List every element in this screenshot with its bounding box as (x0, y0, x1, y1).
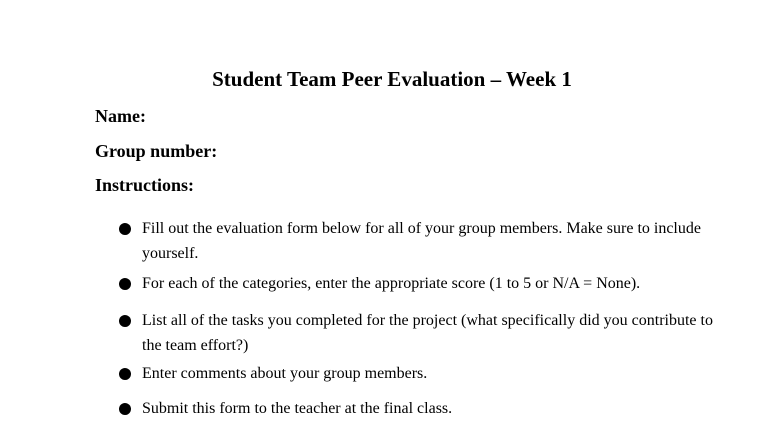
bullet-icon (119, 315, 131, 327)
bullet-icon (119, 278, 131, 290)
bullet-icon (119, 368, 131, 380)
instruction-text: Fill out the evaluation form below for all of your group members. Make sure to include yourself. (142, 220, 701, 262)
instruction-item (119, 361, 719, 386)
instruction-item (119, 396, 719, 421)
instruction-text: List all of the tasks you completed for the project (what specifically did you contribute to the team effort?) (142, 312, 713, 354)
bullet-icon (119, 223, 131, 235)
instruction-text: Submit this form to the teacher at the final class. (142, 400, 453, 417)
group-number-label: Group number: (95, 141, 218, 161)
instruction-item (119, 308, 719, 358)
instruction-text: Enter comments about your group members. (142, 365, 428, 382)
instructions-heading: Instructions: (95, 175, 195, 195)
instruction-item (119, 271, 719, 296)
name-label: Name: (95, 106, 146, 126)
instruction-text: For each of the categories, enter the appropriate score (1 to 5 or N/A = None). (142, 275, 641, 292)
bullet-icon (119, 403, 131, 415)
instruction-item (119, 216, 719, 266)
page-title: Student Team Peer Evaluation – Week 1 (212, 67, 572, 91)
